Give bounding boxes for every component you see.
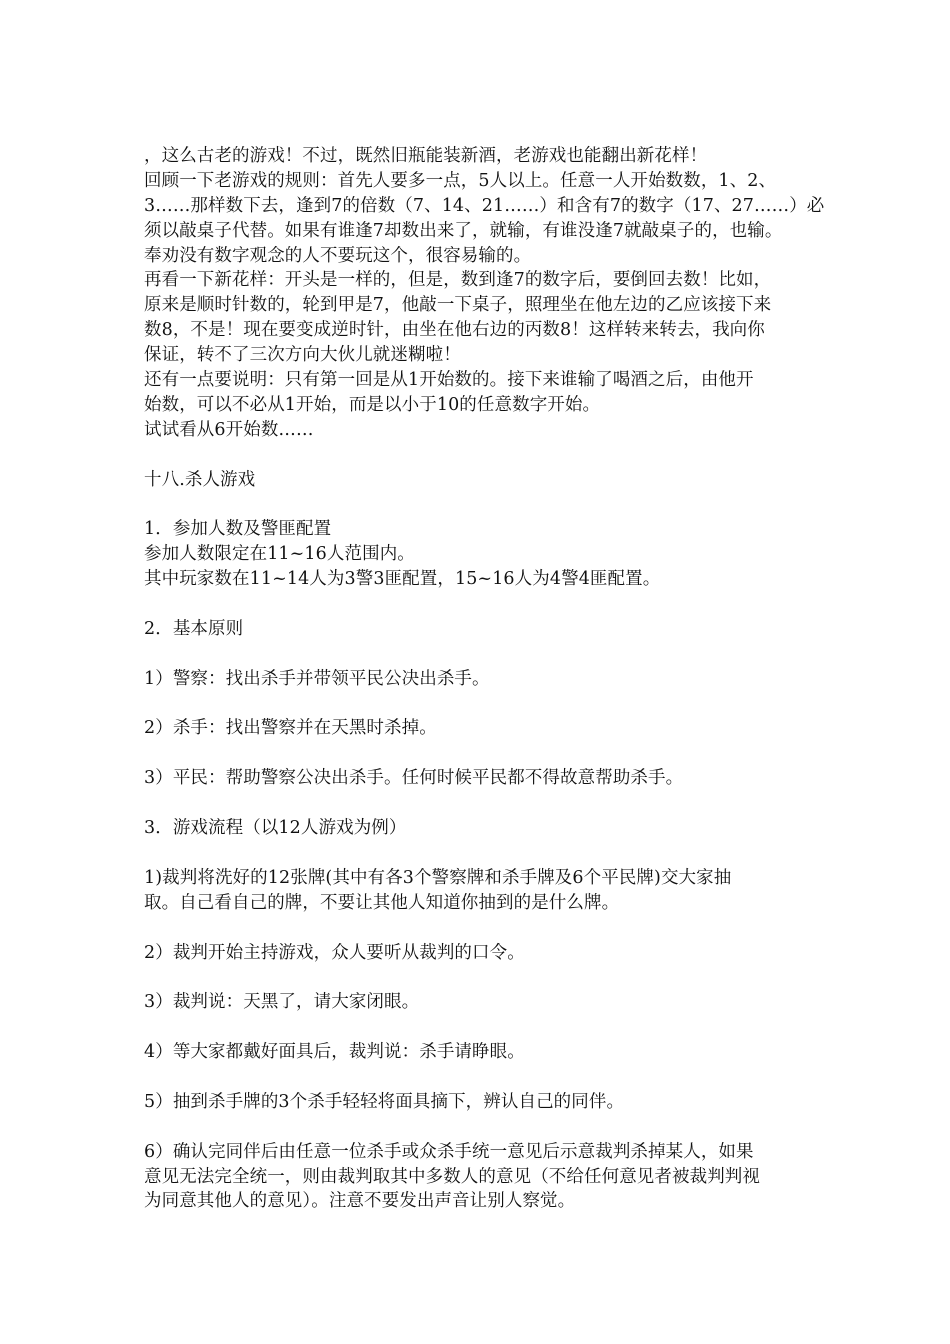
text-line: 奉劝没有数字观念的人不要玩这个，很容易输的。 <box>144 245 532 266</box>
text-line: 意见无法完全统一，则由裁判取其中多数人的意见（不给任何意见者被裁判判视 <box>144 1166 760 1187</box>
text-line: 数8，不是！现在要变成逆时针，由坐在他右边的丙数8！这样转来转去，我向你 <box>144 320 765 341</box>
text-line: 试试看从6开始数…… <box>144 419 314 440</box>
blank-line <box>144 741 830 766</box>
list-item: 4）等大家都戴好面具后，裁判说：杀手请睁眼。 <box>144 1042 525 1063</box>
text-line: 取。自己看自己的牌，不要让其他人知道你抽到的是什么牌。 <box>144 892 620 913</box>
list-item: 2）杀手：找出警察并在天黑时杀掉。 <box>144 718 437 739</box>
list-item: 3）平民：帮助警察公决出杀手。任何时候平民都不得故意帮助杀手。 <box>144 768 684 789</box>
text-line: ，这么古老的游戏！不过，既然旧瓶能装新酒，老游戏也能翻出新花样！ <box>144 146 708 166</box>
blank-line <box>144 642 830 667</box>
subsection-heading: 2．基本原则 <box>144 618 244 639</box>
list-item: 1)裁判将洗好的12张牌(其中有各3个警察牌和杀手牌及6个平民牌)交大家抽 <box>144 867 732 888</box>
text-line: 回顾一下老游戏的规则：首先人要多一点，5人以上。任意一人开始数数，1、2、 <box>144 170 777 191</box>
blank-line <box>144 916 830 941</box>
blank-line <box>144 1065 830 1090</box>
blank-line <box>144 841 830 866</box>
list-item: 2）裁判开始主持游戏，众人要听从裁判的口令。 <box>144 942 525 963</box>
text-line: 参加人数限定在11~16人范围内。 <box>144 544 415 565</box>
blank-line <box>144 1015 830 1040</box>
text-line: 再看一下新花样：开头是一样的，但是，数到逢7的数字后，要倒回去数！比如， <box>144 270 772 291</box>
blank-line <box>144 492 830 517</box>
blank-line <box>144 791 830 816</box>
blank-line <box>144 1115 830 1140</box>
blank-line <box>144 692 830 717</box>
text-line: 原来是顺时针数的，轮到甲是7，他敲一下桌子，照理坐在他左边的乙应该接下来 <box>144 295 772 316</box>
text-line: 3……那样数下去，逢到7的倍数（7、14、21……）和含有7的数字（17、27……）必 <box>144 195 825 216</box>
blank-line <box>144 592 830 617</box>
blank-line <box>144 443 830 468</box>
section-heading: 十八.杀人游戏 <box>144 469 256 490</box>
list-item: 6）确认完同伴后由任意一位杀手或众杀手统一意见后示意裁判杀掉某人，如果 <box>144 1141 754 1162</box>
text-line: 始数，可以不必从1开始，而是以小于10的任意数字开始。 <box>144 394 601 415</box>
subsection-heading: 3．游戏流程（以12人游戏为例） <box>144 818 407 839</box>
list-item: 5）抽到杀手牌的3个杀手轻轻将面具摘下，辨认自己的同伴。 <box>144 1091 625 1112</box>
text-line: 其中玩家数在11~14人为3警3匪配置，15~16人为4警4匪配置。 <box>144 569 661 590</box>
text-line: 保证，转不了三次方向大伙儿就迷糊啦！ <box>144 345 461 366</box>
text-line: 为同意其他人的意见）。注意不要发出声音让别人察觉。 <box>144 1191 576 1212</box>
blank-line <box>144 965 830 990</box>
text-line: 还有一点要说明：只有第一回是从1开始数的。接下来谁输了喝酒之后，由他开 <box>144 370 754 391</box>
document-body <box>144 144 830 1214</box>
list-item: 1）警察：找出杀手并带领平民公决出杀手。 <box>144 668 490 689</box>
subsection-heading: 1．参加人数及警匪配置 <box>144 519 332 540</box>
text-line: 须以敲桌子代替。如果有谁逢7却数出来了，就输，有谁没逢7就敲桌子的，也输。 <box>144 220 783 241</box>
list-item: 3）裁判说：天黑了，请大家闭眼。 <box>144 992 420 1013</box>
